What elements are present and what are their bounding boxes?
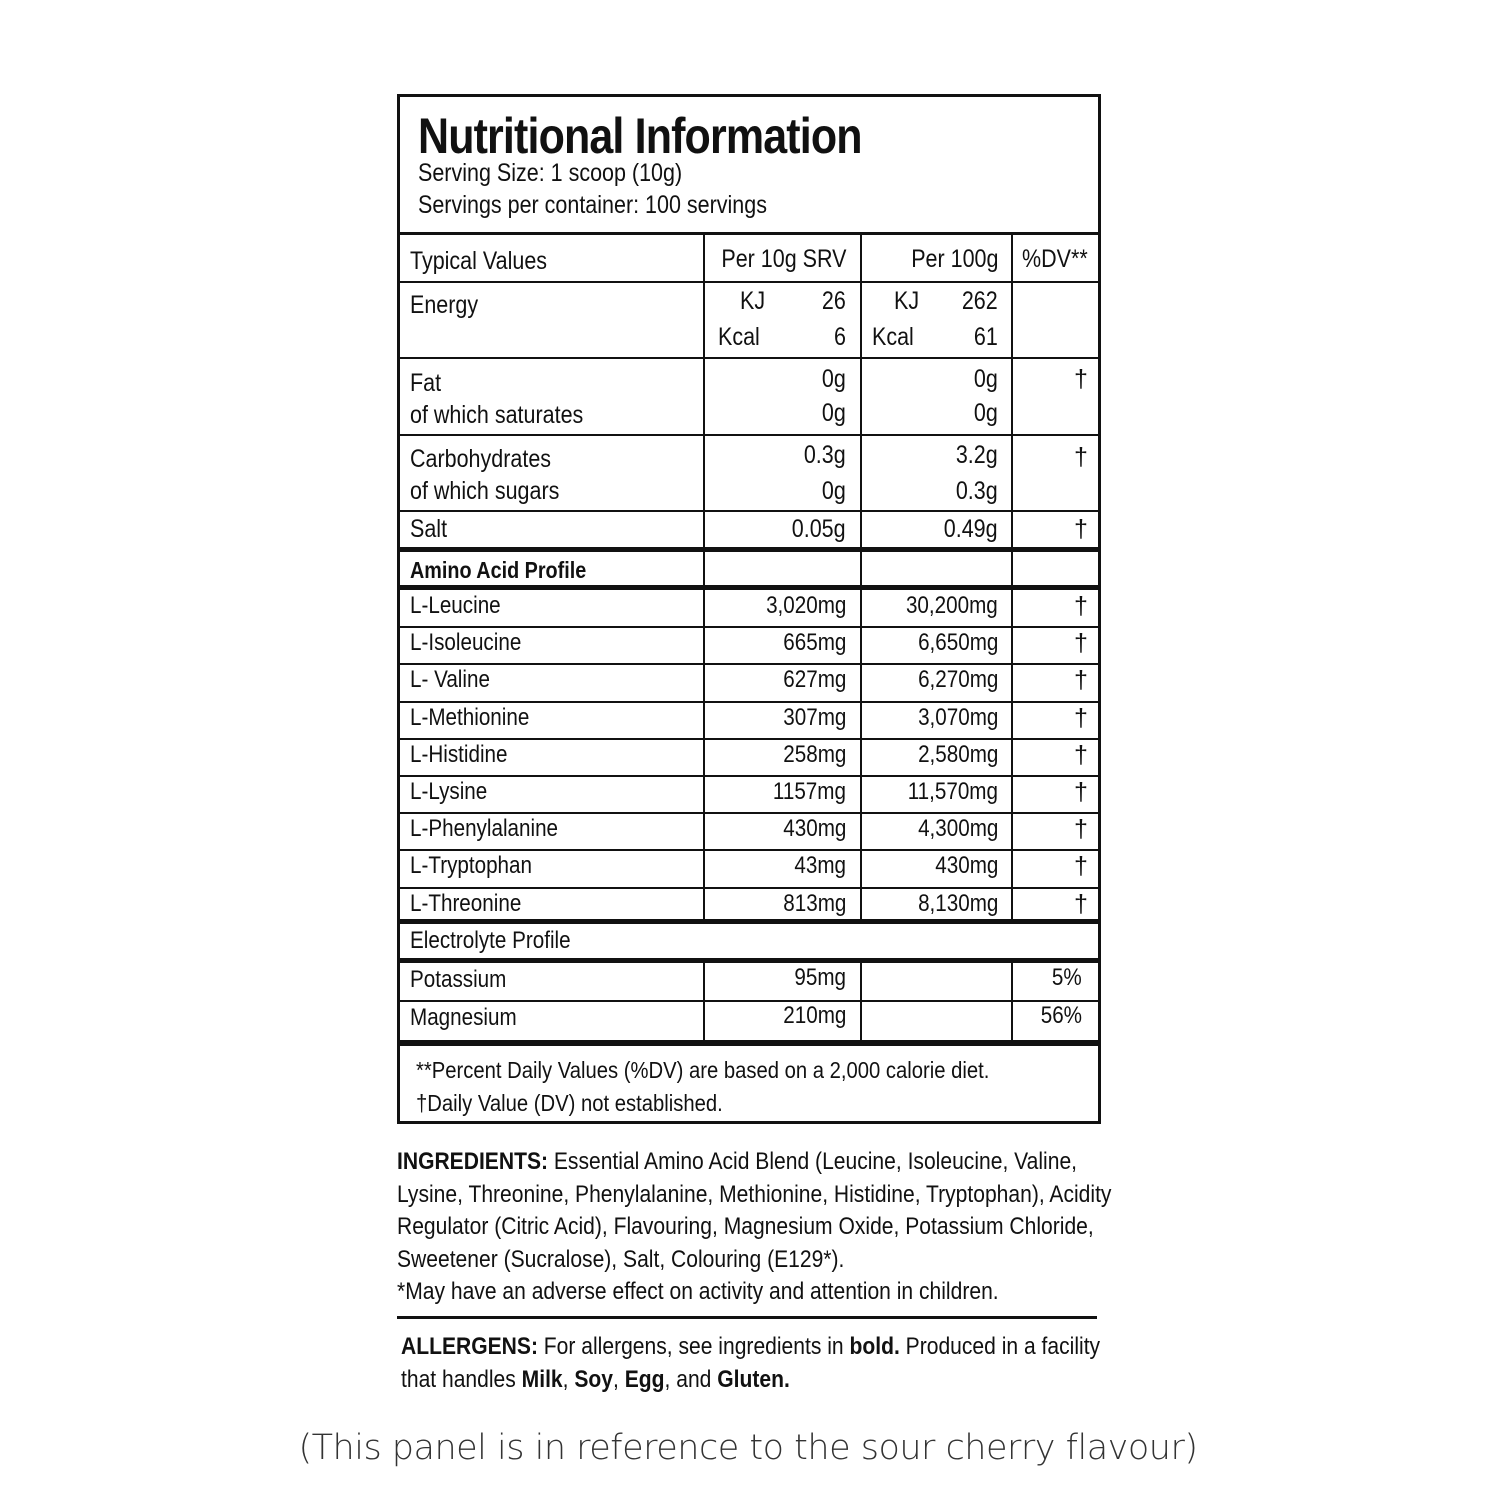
section-divider (397, 1316, 1097, 1319)
dagger-mark: † (1074, 515, 1088, 543)
amino-label: L-Lysine (410, 778, 488, 805)
dagger-mark: † (1074, 365, 1088, 393)
allergens-text: , (562, 1366, 575, 1393)
dagger-mark: † (1074, 889, 1088, 918)
header-typical-values: Typical Values (410, 247, 548, 275)
saturates-srv: 0g (822, 399, 846, 427)
amino-per100: 6,270mg (917, 666, 998, 694)
amino-per100: 30,200mg (906, 592, 998, 619)
allergens-text: . (783, 1366, 790, 1393)
header-per-serving: Per 10g SRV (720, 245, 846, 273)
amino-srv: 813mg (782, 889, 846, 917)
energy-srv-kj: 26 (822, 287, 846, 315)
energy-label: Energy (410, 291, 479, 319)
amino-per100: 430mg (934, 852, 998, 880)
amino-per100: 8,130mg (917, 889, 998, 917)
dagger-mark: † (1074, 629, 1088, 658)
row-divider (400, 849, 1098, 851)
allergen-milk: Milk (521, 1366, 563, 1393)
row-divider (400, 738, 1098, 740)
amino-srv: 258mg (782, 740, 846, 768)
energy-kcal-label: Kcal (718, 323, 760, 351)
electrolyte-label: Magnesium (410, 1004, 517, 1031)
dagger-mark: † (1074, 852, 1088, 881)
ingredients-warning: *May have an adverse effect on activity and attention in children. (397, 1278, 999, 1305)
allergens-block (401, 1330, 1101, 1396)
energy-kj-label: KJ (894, 287, 920, 315)
energy-100g-kj: 262 (962, 287, 998, 315)
amino-srv: 1157mg (772, 778, 846, 805)
row-divider (400, 663, 1098, 665)
servings-per-container: Servings per container: 100 servings (418, 191, 767, 219)
sugars-label: of which sugars (410, 477, 560, 505)
amino-label: L-Methionine (410, 703, 530, 731)
caption: (This panel is in reference to the sour cherry flavour) (298, 1428, 1198, 1468)
dagger-mark: † (1074, 592, 1088, 620)
row-divider (400, 434, 1098, 436)
amino-per100: 3,070mg (917, 703, 998, 731)
sugars-srv: 0g (822, 477, 846, 505)
footnote-dv: **Percent Daily Values (%DV) are based on a 2,000 calorie diet. (416, 1057, 990, 1083)
dagger-mark: † (1074, 443, 1088, 471)
electrolyte-dv: 56% (1040, 1002, 1082, 1029)
header-per-100g: Per 100g (910, 245, 998, 273)
dagger-mark: † (1074, 815, 1088, 844)
fat-label: Fat (410, 369, 442, 397)
allergens-bold-word: bold. (849, 1333, 900, 1360)
row-divider (400, 357, 1098, 359)
electrolyte-srv: 210mg (782, 1002, 846, 1029)
ingredients-text: Lysine, Threonine, Phenylalanine, Methionine, Histidine, Tryptophan), Acidity (397, 1180, 1112, 1208)
electrolyte-dv: 5% (1052, 964, 1082, 991)
amino-srv: 430mg (782, 815, 846, 843)
amino-srv: 3,020mg (765, 592, 846, 619)
saturates-label: of which saturates (410, 401, 584, 429)
section-divider (400, 919, 1098, 924)
footnote-dagger: †Daily Value (DV) not established. (416, 1090, 723, 1116)
row-divider (400, 887, 1098, 889)
allergens-heading: ALLERGENS: (401, 1333, 538, 1360)
panel-title: Nutritional Information (418, 108, 862, 164)
section-divider (400, 585, 1098, 590)
amino-label: L-Histidine (410, 740, 508, 768)
amino-section-title: Amino Acid Profile (410, 557, 587, 583)
column-divider (1011, 235, 1013, 645)
salt-per100: 0.49g (944, 515, 998, 543)
allergens-text: , and (664, 1366, 718, 1393)
amino-per100: 2,580mg (917, 740, 998, 768)
electrolyte-srv: 95mg (794, 964, 846, 991)
amino-per100: 11,570mg (907, 778, 998, 805)
amino-label: L- Valine (410, 666, 490, 694)
amino-label: L-Tryptophan (410, 852, 532, 880)
row-divider (400, 701, 1098, 703)
fat-per100: 0g (974, 365, 998, 393)
ingredients-heading: INGREDIENTS: (397, 1148, 549, 1175)
allergen-soy: Soy (574, 1366, 614, 1393)
allergen-gluten: Gluten (717, 1366, 784, 1393)
column-divider (860, 235, 862, 645)
amino-per100: 6,650mg (917, 629, 998, 657)
row-divider (400, 812, 1098, 814)
salt-label: Salt (410, 515, 448, 543)
dagger-mark: † (1074, 703, 1088, 732)
allergen-egg: Egg (624, 1366, 665, 1393)
column-divider (860, 590, 862, 923)
dagger-mark: † (1074, 778, 1088, 806)
serving-size: Serving Size: 1 scoop (10g) (418, 159, 683, 187)
amino-per100: 4,300mg (917, 815, 998, 843)
saturates-per100: 0g (974, 399, 998, 427)
amino-srv: 627mg (782, 666, 846, 694)
amino-label: L-Phenylalanine (410, 815, 559, 843)
amino-label: L-Isoleucine (410, 629, 522, 657)
panel-header (400, 97, 1098, 235)
row-divider (400, 281, 1098, 283)
section-divider (400, 547, 1098, 552)
dagger-mark: † (1074, 740, 1088, 769)
allergens-text: Produced in a facility (899, 1333, 1101, 1360)
section-divider (400, 1040, 1098, 1046)
allergens-text: , (613, 1366, 625, 1393)
carbs-label: Carbohydrates (410, 445, 552, 473)
carbs-per100: 3.2g (956, 441, 998, 469)
ingredients-text: Regulator (Citric Acid), Flavouring, Magnesium Oxide, Potassium Chloride, (397, 1213, 1094, 1240)
allergens-text: that handles (401, 1366, 522, 1393)
ingredients-block (397, 1146, 1112, 1309)
column-divider (1011, 590, 1013, 923)
row-divider (400, 626, 1098, 628)
allergens-text: For allergens, see ingredients in (537, 1333, 850, 1360)
electrolyte-section-title: Electrolyte Profile (410, 927, 571, 954)
nutrition-panel (397, 94, 1101, 1124)
energy-100g-kcal: 61 (974, 323, 998, 351)
dagger-mark: † (1074, 666, 1088, 695)
amino-srv: 43mg (794, 852, 846, 880)
row-divider (400, 510, 1098, 512)
section-divider (400, 958, 1098, 963)
header-dv: %DV** (1022, 245, 1088, 273)
amino-srv: 307mg (782, 703, 846, 731)
carbs-srv: 0.3g (804, 441, 846, 469)
column-divider (703, 590, 705, 923)
energy-kcal-label: Kcal (872, 323, 914, 351)
energy-kj-label: KJ (740, 287, 766, 315)
row-divider (400, 1000, 1098, 1002)
amino-srv: 665mg (782, 629, 846, 657)
amino-label: L-Leucine (410, 592, 501, 619)
electrolyte-label: Potassium (410, 966, 507, 993)
column-divider (703, 235, 705, 645)
ingredients-text: Sweetener (Sucralose), Salt, Colouring (E129*). (397, 1245, 845, 1273)
energy-srv-kcal: 6 (834, 323, 846, 351)
amino-label: L-Threonine (410, 889, 522, 917)
salt-srv: 0.05g (792, 515, 846, 543)
fat-srv: 0g (822, 365, 846, 393)
row-divider (400, 775, 1098, 777)
sugars-per100: 0.3g (956, 477, 998, 505)
ingredients-text: Essential Amino Acid Blend (Leucine, Isoleucine, Valine, (548, 1148, 1078, 1175)
